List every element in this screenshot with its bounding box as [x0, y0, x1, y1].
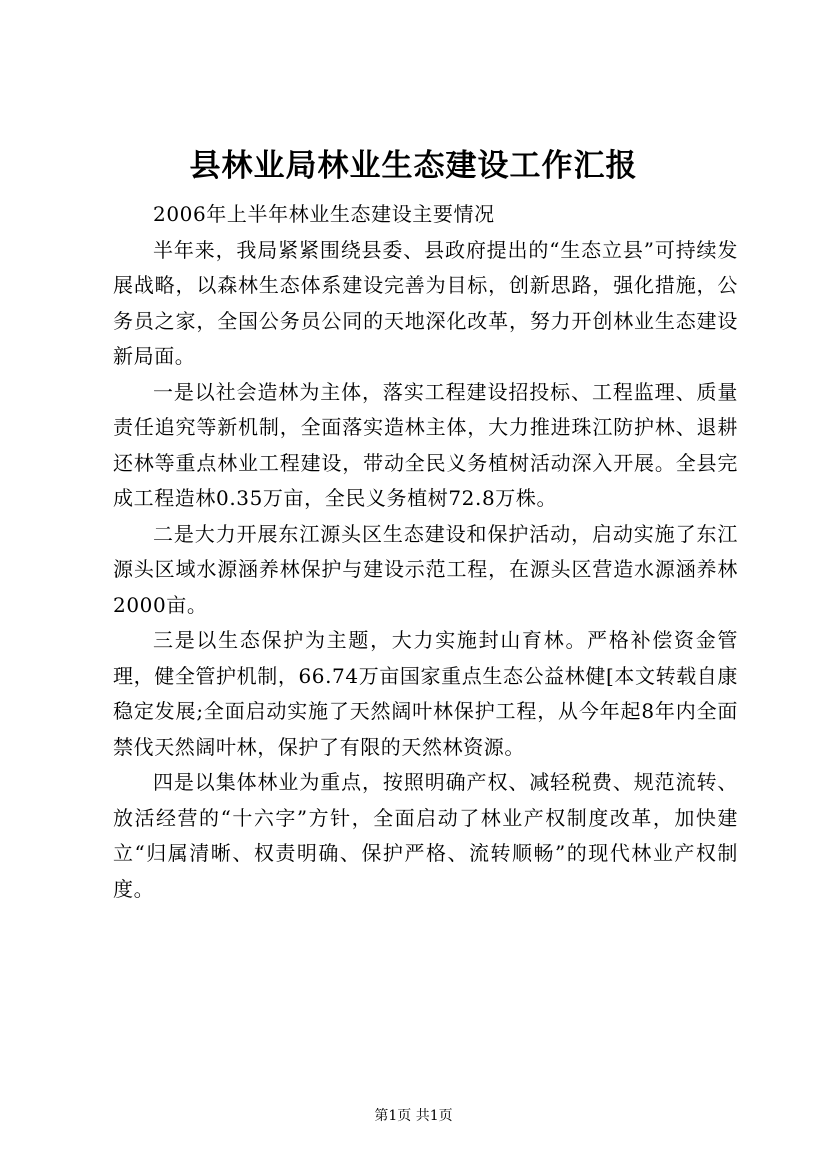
document-body: [113, 197, 738, 907]
paragraph-item-3: 三是以生态保护为主题，大力实施封山育林。严格补偿资金管理，健全管护机制，66.74万亩国家重点生态公益林健[本文转载自康稳定发展;全面启动实施了天然阔叶林保护工程，从今年起8年内全面禁伐天然阔叶林，保护了有限的天然林资源。: [113, 628, 738, 759]
document-title: 县林业局林业生态建设工作汇报: [189, 148, 638, 184]
paragraph-subtitle: 2006年上半年林业生态建设主要情况: [153, 202, 495, 226]
paragraph-item-2: 二是大力开展东江源头区生态建设和保护活动，启动实施了东江源头区域水源涵养林保护与建设示范工程，在源头区营造水源涵养林2000亩。: [113, 521, 738, 617]
page-footer: 第1页 共1页: [374, 1108, 453, 1124]
paragraph-item-1: 一是以社会造林为主体，落实工程建设招投标、工程监理、质量责任追究等新机制，全面落实造林主体，大力推进珠江防护林、退耕还林等重点林业工程建设，带动全民义务植树活动深入开展。全县完成工程造林0.35万亩，全民义务植树72.8万株。: [113, 379, 738, 510]
paragraph-intro: 半年来，我局紧紧围绕县委、县政府提出的“生态立县”可持续发展战略，以森林生态体系建设完善为目标，创新思路，强化措施，公务员之家，全国公务员公同的天地深化改革，努力开创林业生态建设新局面。: [113, 237, 738, 368]
paragraph-item-4: 四是以集体林业为重点，按照明确产权、减轻税费、规范流转、放活经营的“十六字”方针，全面启动了林业产权制度改革，加快建立“归属清晰、权责明确、保护严格、流转顺畅”的现代林业产权制度。: [113, 770, 738, 901]
